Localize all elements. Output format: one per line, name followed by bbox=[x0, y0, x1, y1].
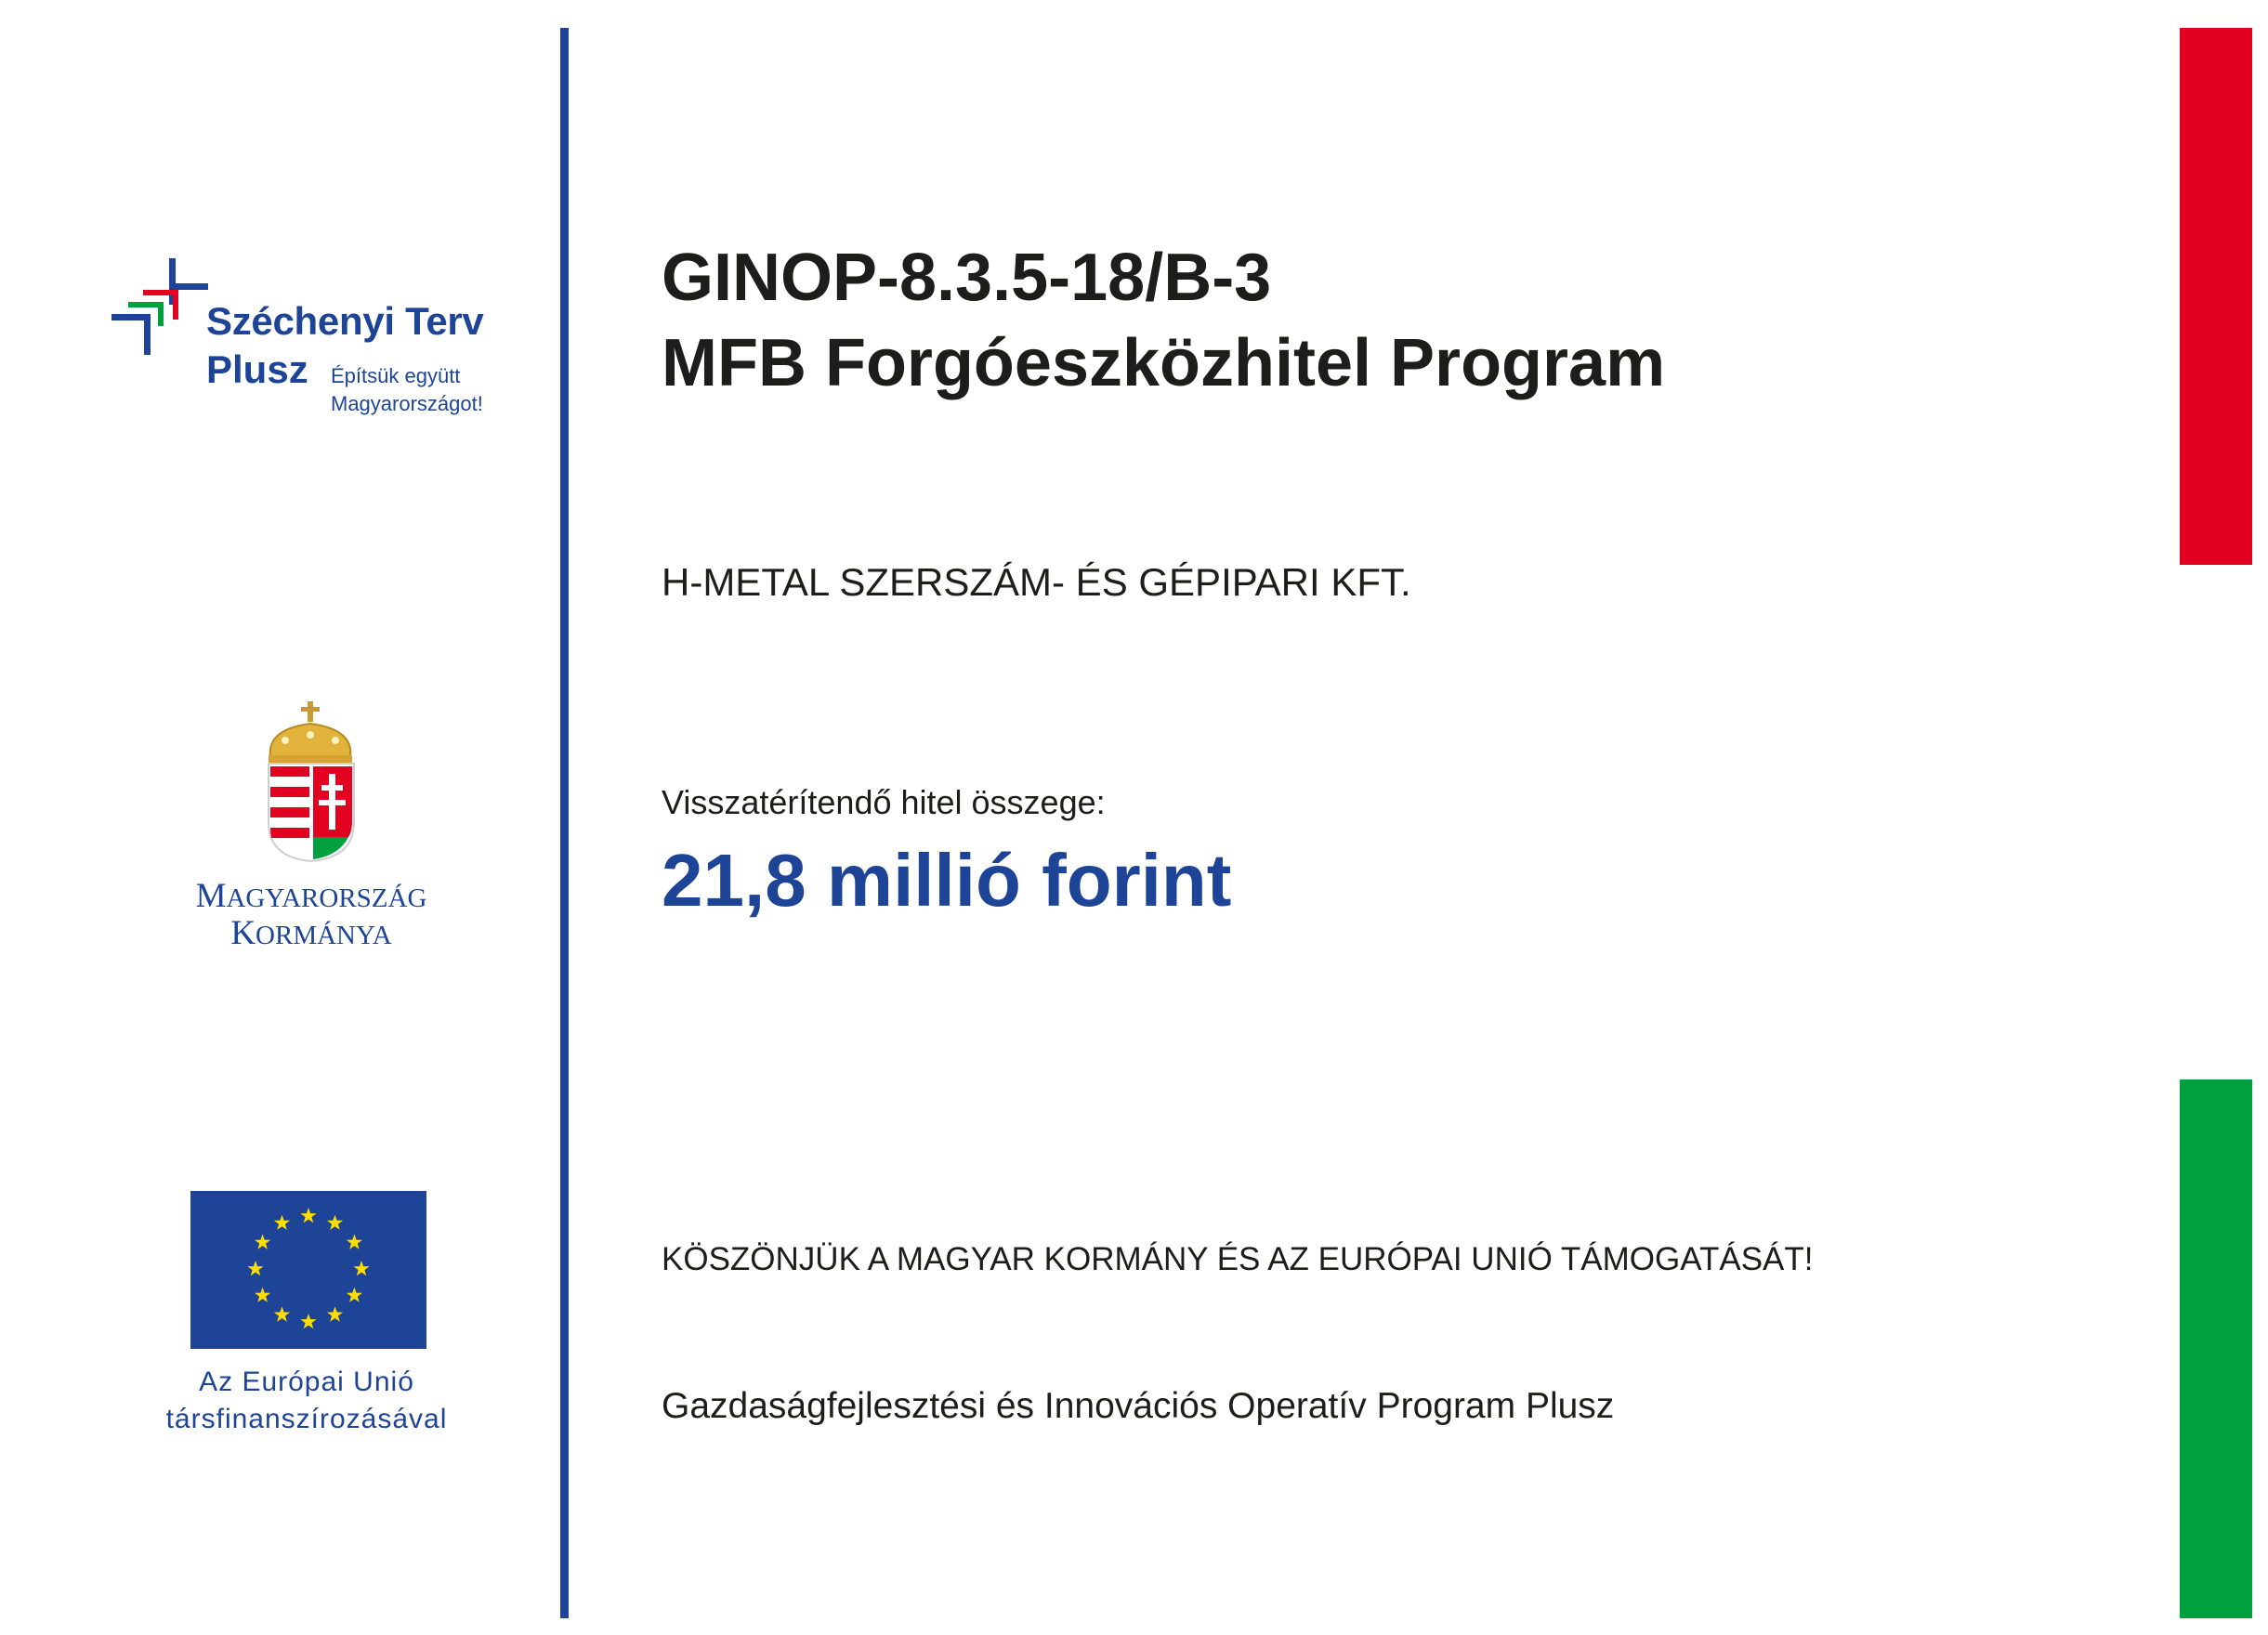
szechenyi-cross-icon bbox=[111, 258, 208, 355]
operational-program-name: Gazdaságfejlesztési és Innovációs Operatív Program Plusz bbox=[662, 1386, 1615, 1426]
eu-cofinancing-logo bbox=[121, 1191, 492, 1432]
government-line-1-initial: M bbox=[195, 877, 227, 915]
government-line-2-rest: ORMÁNYA bbox=[256, 921, 392, 950]
eu-caption-line-1: Az Európai Unió bbox=[199, 1367, 414, 1397]
thanks-statement: KÖSZÖNJÜK A MAGYAR KORMÁNY ÉS AZ EURÓPAI UNIÓ TÁMOGATÁSÁT! bbox=[662, 1241, 1814, 1277]
government-line-2-initial: K bbox=[230, 914, 256, 952]
program-name-title: MFB Forgóeszközhitel Program bbox=[662, 326, 1666, 400]
szechenyi-terv-plusz-logo bbox=[111, 258, 539, 425]
slogan-line-1: Építsük együtt bbox=[331, 364, 461, 387]
szechenyi-title: Széchenyi Terv bbox=[206, 299, 484, 343]
vertical-divider bbox=[560, 28, 569, 1618]
hungarian-coat-of-arms-icon bbox=[257, 701, 365, 864]
flag-green-bar bbox=[2180, 1079, 2252, 1618]
program-code-title: GINOP-8.3.5-18/B-3 bbox=[662, 241, 1272, 315]
flag-red-bar bbox=[2180, 28, 2252, 565]
loan-amount-label: Visszatérítendő hitel összege: bbox=[662, 783, 1106, 821]
loan-amount-value: 21,8 millió forint bbox=[662, 839, 1232, 922]
slogan-line-2: Magyarországot! bbox=[331, 392, 483, 415]
government-name-line-2 bbox=[139, 915, 483, 954]
government-line-1-rest: AGYARORSZÁG bbox=[226, 883, 427, 913]
government-name-line-1 bbox=[139, 878, 483, 917]
szechenyi-slogan bbox=[331, 362, 483, 418]
eu-stars-ring bbox=[190, 1191, 426, 1349]
szechenyi-plus: Plusz bbox=[206, 347, 308, 391]
beneficiary-company: H-METAL SZERSZÁM- ÉS GÉPIPARI KFT. bbox=[662, 560, 1411, 604]
government-logo bbox=[139, 701, 483, 952]
eu-caption-line-2: társfinanszírozásával bbox=[165, 1404, 448, 1434]
eu-flag-icon bbox=[190, 1191, 426, 1349]
